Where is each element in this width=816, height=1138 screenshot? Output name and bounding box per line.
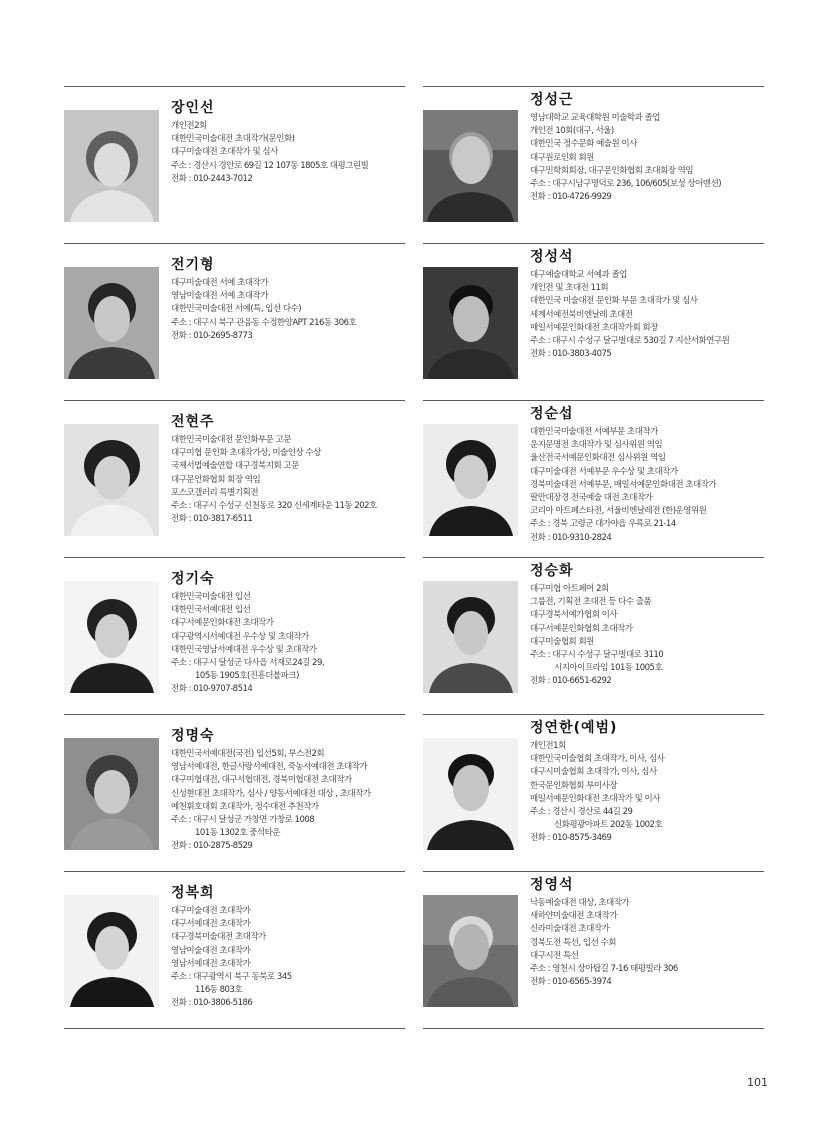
artist-entry <box>64 244 405 401</box>
right-column <box>423 86 764 1029</box>
artist-entry <box>64 872 405 1029</box>
bio-line: 대한민국 정수문화 예술원 이사 <box>530 139 637 150</box>
bio-line: 예천휘호대회 초대작가, 정수대전 추천작가 <box>171 801 319 812</box>
bio-line: 국제서법예술연합 대구경북지회 고문 <box>171 461 299 472</box>
artist-entry <box>64 401 405 558</box>
bio-line: 대구미술대전 초대작가 및 심사 <box>171 147 278 158</box>
bio-line: 대구미협 아트페어 2회 <box>530 584 609 594</box>
bio-line: 낙동예술대전 대상, 초대작가 <box>530 898 630 908</box>
bio-line: 대구미술대전 서예 초대작가 <box>171 278 268 288</box>
artist-entry <box>423 872 764 1029</box>
bio-line: 대구서예문인화대전 초대작가 <box>171 618 274 629</box>
address-line: 주소 : 대구시 북구 관음동 수정한양APT 216동 306호 <box>171 317 357 328</box>
address-line: 105동 1905호(진흥더블파크) <box>195 671 299 682</box>
bio-line: 대한민국미술대전 서예부문 초대작가 <box>530 427 658 437</box>
artist-photo <box>423 581 518 693</box>
bio-line: 영남미술대전 초대작가 <box>171 945 251 956</box>
artist-photo <box>423 267 518 379</box>
bio-line: 영남대학교 교육대학원 미술학과 졸업 <box>530 113 660 123</box>
phone-line: 전화 : 010-6651-6292 <box>530 676 612 687</box>
artist-name: 정성석 <box>530 249 574 265</box>
bio-line: 대구미술협회 회원 <box>530 636 594 647</box>
address-line: 주소 : 대구시 달성군 가창면 가창로 1008 <box>171 815 315 826</box>
artist-entry <box>64 558 405 715</box>
address-line: 주소 : 경산시 경안로 69길 12 107동 1805호 대평그린빌 <box>171 160 369 171</box>
bio-line: 대구민학회회장, 대구문인화협회 초대회장 역임 <box>530 165 694 176</box>
bio-line: 대한민국영남서예대전 우수상 및 초대작가 <box>171 644 317 655</box>
bio-line: 개인전2회 <box>171 121 207 131</box>
artist-photo <box>64 581 159 693</box>
artist-photo <box>64 895 159 1007</box>
bio-line: 매일서예문인화대전 초대작가회 회장 <box>530 322 658 333</box>
bio-line: 대한민국미술협회 초대작가, 이사, 심사 <box>530 754 665 765</box>
phone-line: 전화 : 010-8575-3469 <box>530 833 612 844</box>
artist-photo <box>423 895 518 1007</box>
bio-line: 대한민국서예대전(국전) 입선5회, 부스전2회 <box>171 749 325 759</box>
bio-line: 대한민국미술대전 초대작가(문인화) <box>171 134 295 145</box>
address-line: 주소 : 대구시 수성구 달구벌대로 530길 7 지산서화연구원 <box>530 336 730 347</box>
artist-entry <box>423 715 764 872</box>
phone-line: 전화 : 010-2695-8773 <box>171 330 253 341</box>
phone-line: 전화 : 010-9310-2824 <box>530 532 612 543</box>
bio-line: 대한민국미술대전 문인화부문 고문 <box>171 435 292 445</box>
artist-photo <box>64 110 159 222</box>
address-line: 주소 : 대구광역시 북구 동북로 345 <box>171 972 292 983</box>
bio-line: 팔만대장경 전국예술 대전 초대작가 <box>530 493 653 504</box>
artist-name: 정성근 <box>530 92 574 108</box>
artist-name: 전기형 <box>171 257 215 273</box>
address-line: 주소 : 대구시남구명덕로 236, 106/605(보성 상아맨션) <box>530 179 722 190</box>
artist-name: 정승화 <box>530 563 574 579</box>
bio-line: 영남서예대전 초대작가 <box>171 958 251 969</box>
phone-line: 전화 : 010-2875-8529 <box>171 841 253 852</box>
bio-line: 대구문인화협회 회장 역임 <box>171 474 261 485</box>
artist-entry <box>423 401 764 558</box>
bio-line: 대구미술대전 초대작가 <box>171 906 251 916</box>
artist-name: 정연한(예범) <box>530 720 618 736</box>
bio-line: 개인전 및 초대전 11회 <box>530 283 609 294</box>
bio-line: 매일서예문인화대전 초대작가 및 이사 <box>530 793 660 804</box>
bio-line: 신성현대전 초대작가, 심사 / 양동서예대전 대상 , 초대작가 <box>171 788 371 799</box>
artist-name: 전현주 <box>171 414 215 430</box>
bio-line: 대한민국서예대전 입선 <box>171 605 251 616</box>
address-line: 주소 : 경산시 경산로 44길 29 <box>530 807 633 818</box>
bio-line: 한국문인화협회 부이사장 <box>530 780 618 791</box>
artist-entry <box>64 715 405 872</box>
bio-line: 대구서예대전 초대작가 <box>171 919 251 930</box>
bio-line: 대구미협 문인화 초대작가상, 미술인상 수상 <box>171 448 321 459</box>
phone-line: 전화 : 010-9707-8514 <box>171 684 253 695</box>
bio-line: 대구예술대학교 서예과 졸업 <box>530 270 627 280</box>
bio-line: 포스코갤러리 특별기획전 <box>171 487 259 498</box>
bio-line: 영남서예대전, 한글사랑서예대전, 죽농서예대전 초대작가 <box>171 762 368 773</box>
artist-photo <box>423 110 518 222</box>
page-number: 101 <box>747 1076 768 1089</box>
bio-line: 코리아 아트페스타전, 서울비엔날레전 (한)운영위원 <box>530 506 707 517</box>
phone-line: 전화 : 010-4726-9929 <box>530 192 612 203</box>
artist-photo <box>64 267 159 379</box>
phone-line: 전화 : 010-6565-3974 <box>530 977 612 988</box>
bio-line: 대구미협대전, 대구서협대전, 경북미협대전 초대작가 <box>171 775 352 786</box>
address-line: 주소 : 대구시 수성구 달구벌대로 3110 <box>530 650 664 661</box>
address-line: 116동 803호 <box>195 985 243 996</box>
address-line: 주소 : 대구시 수성구 신천동로 320 신세계타운 11동 202호 <box>171 501 377 512</box>
artist-entry <box>423 87 764 244</box>
bio-line: 대구경북미술대전 초대작가 <box>171 932 266 943</box>
bio-line: 대구미술대전 서예부문 우수상 및 초대작가 <box>530 466 678 477</box>
bio-line: 대구원로인회 회원 <box>530 152 594 163</box>
bio-line: 영남미술대전 서예 초대작가 <box>171 291 268 302</box>
address-line: 주소 : 영천시 상아탑길 7-16 태평빌라 306 <box>530 964 678 975</box>
bio-line: 운지문명전 초대작가 및 심사위원 역임 <box>530 440 663 451</box>
address-line: 주소 : 대구시 달성군 다사읍 서재로24길 29, <box>171 658 325 669</box>
phone-line: 전화 : 010-3817-6511 <box>171 514 253 525</box>
bio-line: 대구시전 특선 <box>530 950 579 961</box>
bio-line: 새하얀미술대전 초대작가 <box>530 911 618 922</box>
address-line: 101동 1302호 중석타운 <box>195 828 281 839</box>
bio-line: 그룹전, 기획전 초대전 등 다수 출품 <box>530 597 652 608</box>
bio-line: 대한민국 미술대전 문인화 부문 초대작가 및 심사 <box>530 296 698 307</box>
bio-line: 경북도전 특선, 입선 수회 <box>530 937 616 948</box>
address-line: 신화평광아파트 202동 1002호 <box>554 820 663 831</box>
bio-line: 대구서예문인화협회 초대작가 <box>530 623 633 634</box>
bio-line: 세계서예전북비엔날레 초대전 <box>530 309 633 320</box>
bio-line: 대한민국미술대전 서예(특, 입선 다수) <box>171 304 302 315</box>
artist-photo <box>64 424 159 536</box>
bio-line: 대구광역시서예대전 우수상 및 초대작가 <box>171 631 309 642</box>
artist-photo <box>64 738 159 850</box>
artist-name: 정복희 <box>171 885 215 901</box>
bio-line: 대구시미술협회 초대작가, 이사, 심사 <box>530 767 657 778</box>
bio-line: 개인전 10회(대구, 서울) <box>530 126 614 137</box>
bio-line: 신라미술대전 초대작가 <box>530 924 610 935</box>
bio-line: 대구경북서예가협회 이사 <box>530 610 618 621</box>
left-column <box>64 86 405 1029</box>
phone-line: 전화 : 010-3806-5186 <box>171 998 253 1009</box>
bio-line: 대한민국미술대전 입선 <box>171 592 251 602</box>
artist-entry <box>64 87 405 244</box>
artist-name: 정순섭 <box>530 406 574 422</box>
artist-entry <box>423 244 764 401</box>
artist-name: 정기숙 <box>171 571 215 587</box>
phone-line: 전화 : 010-3803-4075 <box>530 349 612 360</box>
bio-line: 개인전1회 <box>530 741 566 751</box>
artist-photo <box>423 424 518 536</box>
artist-entry <box>423 558 764 715</box>
artist-name: 정영석 <box>530 877 574 893</box>
address-line: 시지아이프라임 101동 1005호 <box>554 663 663 674</box>
artist-photo <box>423 738 518 850</box>
address-line: 주소 : 경북 고령군 대가야읍 우륵로 21-14 <box>530 519 676 530</box>
bio-line: 울산전국서예문인화대전 심사위원 역임 <box>530 453 666 464</box>
artist-name: 장인선 <box>171 100 215 116</box>
phone-line: 전화 : 010-2443-7012 <box>171 173 253 184</box>
bio-line: 경북미술대전 서예부문, 매일서예문인화대전 초대작가 <box>530 479 717 490</box>
artist-name: 정명숙 <box>171 728 215 744</box>
